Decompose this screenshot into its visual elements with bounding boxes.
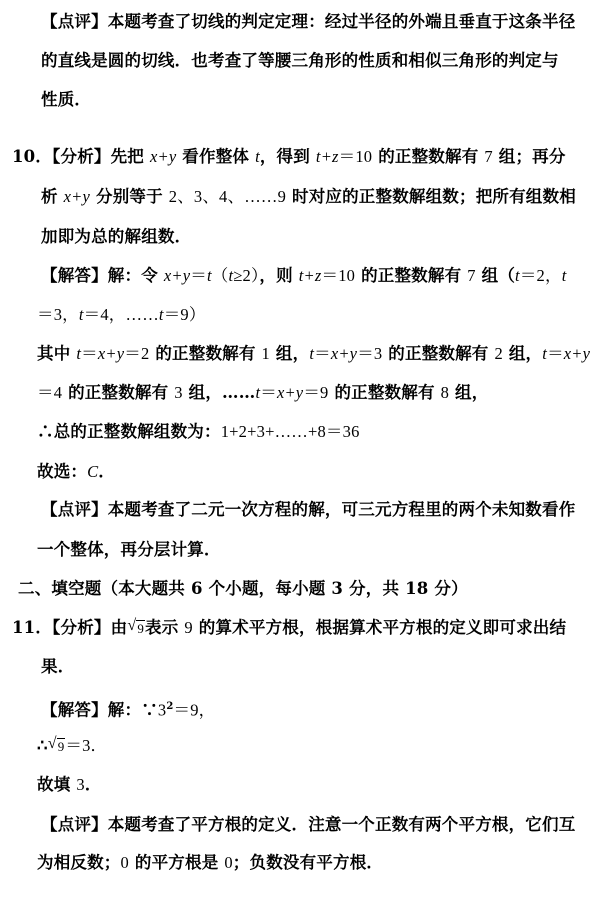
text-run: ． [98,462,116,481]
text-run: x+y [149,147,177,166]
text-run: 0 [224,853,233,872]
text-run: 故填 [37,775,77,794]
text-line-l16 [12,617,566,640]
text-line-l6 [41,226,191,248]
sqrt-expression [48,735,66,758]
text-run: 其中 [37,344,77,363]
text-run: ＝2， [519,266,562,285]
text-run: 【点评】本题考查了二元一次方程的解，可三元方程里的两个未知数看作 [41,500,576,519]
text-line-l10 [37,382,488,404]
text-run: 【解答】解：∵ [41,700,158,720]
text-line-l12 [37,461,115,483]
text-run: 1+2+3+……+8＝36 [220,422,360,441]
text-run: 8 [440,383,450,402]
text-line-l11 [37,421,360,443]
text-run: 组， [449,383,489,402]
text-line-l14 [37,539,221,561]
text-run: t [228,266,234,285]
text-run: x+y [97,344,125,363]
text-run: C [87,462,99,481]
text-run: t [158,305,164,324]
text-run: t [255,147,260,166]
text-run: 析 [41,187,64,206]
text-run: x+y [276,383,304,402]
text-run: 1 [261,344,270,363]
text-run: x+y [330,344,358,363]
text-run: t [206,266,212,285]
text-run: t [309,344,315,363]
text-run: 组（ [475,266,516,285]
text-line-l9 [37,343,590,365]
text-run: 的正整数解有 [355,266,468,285]
text-run: ＝ [190,266,207,285]
text-run: 加即为总的解组数． [41,227,192,246]
text-run: ，则 [259,266,299,285]
text-run: x+y [63,187,91,206]
text-run: 为相反数； [37,853,121,872]
text-run: ＝10 [338,147,373,166]
radicand: 9 [137,621,145,636]
text-run: ＝9 [303,383,329,402]
text-run: ＝3 [357,344,383,363]
text-run: t+z [298,266,322,285]
radical-sign-icon: √ [127,617,137,634]
text-run: 2、3、4、……9 [168,187,287,206]
text-run: ＝4，…… [83,305,159,324]
text-line-l15 [18,578,468,600]
text-run: 3 [174,383,183,402]
text-line-l19 [37,735,107,758]
text-run: 性质． [41,90,92,109]
text-run: 【点评】本题考查了切线的判定定理：经过半径的外端且垂直于这条半径 [41,12,576,31]
text-run: ；负数没有平方根． [232,853,384,872]
text-run: ＝9， [173,700,216,720]
text-run: 11．【分析】由 [12,618,128,637]
text-run: 组；再分 [492,147,566,166]
text-line-l7 [41,265,566,287]
text-run: 组，…… [182,383,256,402]
text-run: 故选： [37,462,88,481]
text-line-l5 [41,186,576,208]
text-line-l3 [41,89,91,111]
text-run: ＝10 [321,266,356,285]
text-line-l22 [37,852,383,874]
text-run: ＝3， [37,305,79,324]
text-run: x+y [563,344,591,363]
radicand: 9 [57,739,65,754]
text-run: ＝ [547,344,564,363]
text-run: 的正整数解有 [328,383,441,402]
radical-sign-icon: √ [47,735,57,752]
text-run: t [542,344,548,363]
text-run: t+z [315,147,339,166]
text-run: 一个整体，再分层计算． [37,540,221,559]
text-run: 7 [484,147,493,166]
text-run: 的平方根是 [128,853,225,872]
text-run: 的正整数解有 [149,344,262,363]
text-run: 的正整数解有 [372,147,485,166]
text-run: 9 [184,618,193,637]
text-line-l18 [41,696,215,722]
text-run: 3 [157,700,167,720]
text-run: ∴ [37,736,48,755]
text-line-l2 [41,50,559,72]
text-run: ∴总的正整数解组数为： [37,422,221,441]
text-run: ≥2） [233,266,260,285]
text-line-l20 [37,774,102,796]
text-line-l17 [41,656,74,678]
text-run: t [515,266,520,285]
text-run: 看作整体 [176,147,256,166]
text-run: x+y [163,266,191,285]
text-run: 时对应的正整数解组数；把所有组数相 [286,187,576,206]
text-run: 组， [502,344,543,363]
text-line-l1 [41,11,575,33]
text-run: t [78,305,84,324]
text-run: （ [211,266,229,285]
text-run: t [76,344,82,363]
text-run: 0 [120,853,129,872]
text-line-l21 [41,814,575,836]
text-run: ，得到 [259,147,316,166]
text-run: 的算术平方根，根据算术平方根的定义即可求出结 [192,618,567,637]
text-run: 2 [494,344,503,363]
text-run: 3 [76,775,85,794]
text-line-l8 [37,304,206,326]
text-run: ＝9） [163,305,206,324]
text-run: 【解答】解：令 [41,266,164,285]
text-line-l13 [41,499,575,521]
text-run: ＝2 [124,344,150,363]
text-run: 10．【分析】先把 [12,147,150,166]
text-run: 的正整数解有 [62,383,175,402]
text-line-l4 [12,146,566,168]
text-run: ＝ [260,383,277,402]
text-run: ＝ [314,344,331,363]
sqrt-expression [127,617,145,640]
text-run: 二、填空题（本大题共 6 个小题，每小题 3 分，共 18 分） [18,579,468,598]
text-run: 组， [269,344,310,363]
text-run: t [255,383,261,402]
text-run: ＝ [81,344,98,363]
text-run: 的直线是圆的切线．也考查了等腰三角形的性质和相似三角形的判定与 [41,51,559,70]
text-run: 表示 [145,618,185,637]
text-run: 7 [467,266,476,285]
text-run: 【点评】本题考查了平方根的定义．注意一个正数有两个平方根，它们互 [41,815,576,834]
text-run: ＝4 [37,383,63,402]
text-run: ＝3． [65,736,108,755]
text-run: 的正整数解有 [382,344,495,363]
text-run: t [561,266,567,285]
text-run: 果． [41,657,75,676]
text-run: 分别等于 [90,187,169,206]
text-run: ． [84,775,102,794]
superscript: 2 [166,701,174,712]
